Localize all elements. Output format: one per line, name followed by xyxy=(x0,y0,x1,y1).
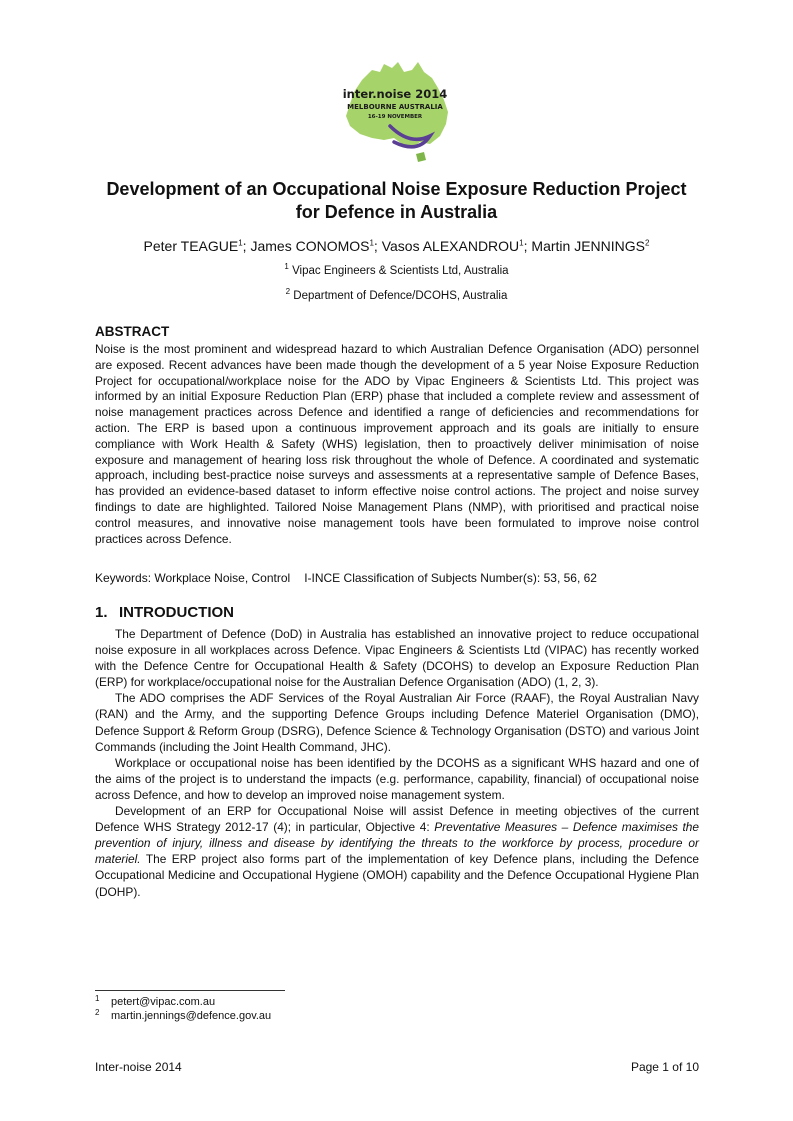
author: Vasos ALEXANDROU$^1$; xyxy=(381,238,532,254)
classification-text: I-INCE Classification of Subjects Number(s): 53, 56, 62 xyxy=(304,571,597,585)
paragraph: The Department of Defence (DoD) in Australia has established an innovative project to reduce occupational noise exposure in all workplaces across Defence. Vipac Engineers & Scientists Ltd (VIPAC) has recently worked with the Defence Centre for Occupational Health & Safety (DCOHS) to develop an Exposure Reduction Plan (ERP) for workplace/occupational noise for the Australian Defence Organisation (ADO) (1, 2, 3). xyxy=(95,627,699,690)
affiliation-1: $^1$ Vipac Engineers & Scientists Ltd, Australia xyxy=(284,262,509,277)
author: Peter TEAGUE$^1$; xyxy=(143,238,251,254)
section-heading-introduction: 1. INTRODUCTION xyxy=(95,604,234,621)
abstract-heading: ABSTRACT xyxy=(95,324,170,339)
abstract-text: Noise is the most prominent and widespread hazard to which Australian Defence Organisation (ADO) personnel are exposed. Recent advances have been made though the development of a 5 year Noise Exposure Reduction Project for occupational/workplace noise for the ADO by Vipac Engineers & Scientists Ltd. This project was informed by an initial Exposure Reduction Plan (ERP) phase that included a complete review and assessment of noise management practices across Defence and identified a range of deficiencies and recommendations for action. The ERP is based upon a continuous improvement approach and its goals are initially to ensure compliance with Work Health & Safety (WHS) legislation, then to proactively deliver minimisation of noise exposure and management of hearing loss risk throughout the whole of Defence. A coordinated and systematic approach, including best-practice noise surveys and assessments at a representative sample of Defence Bases, has provided an evidence-based dataset to inform effective noise control actions. The project and noise survey findings to date are highlighted. Tailored Noise Management Plans (NMP), with prioritised and practical noise control measures, and innovative noise management tools have been formulated to improve noise control practices across Defence. xyxy=(95,342,699,546)
keywords-line xyxy=(95,571,699,585)
title-line1: Development of an Occupational Noise Exposure Reduction Project xyxy=(106,179,687,199)
paper-title xyxy=(60,178,733,224)
paragraph: Development of an ERP for Occupational Noise will assist Defence in meeting objectives of the current Defence WHS Strategy 2012-17 (4); in particular, Objective 4: Preventative Measures – Defence maximises the prevention of injury, illness and disease by identifying the threats to the workforce by process, procedure or materiel. The ERP project also forms part of the implementation of key Defence plans, including the Defence Occupational Medicine and Occupational Hygiene (OMOH) capability and the Defence Occupational Hygiene Plan (DOHP). xyxy=(95,804,699,899)
author: Martin JENNINGS$^2$ xyxy=(531,238,650,254)
footnote-email[interactable]: petert@vipac.com.au xyxy=(111,996,216,1008)
author-list xyxy=(60,238,733,254)
paragraph: The ADO comprises the ADF Services of the Royal Australian Air Force (RAAF), the Royal Australian Navy (RAN) and the Army, and the supporting Defence Groups including Defence Materiel Organisation (DMO), Defence Support & Reform Group (DSRG), Defence Science & Technology Organisation (DSTO) and various Joint Commands (including the Joint Health Command, JHC). xyxy=(95,691,699,754)
paragraph: Workplace or occupational noise has been identified by the DCOHS as a significant WHS hazard and one of the aims of the project is to understand the impacts (e.g. performance, capability, financial) of occupational noise across Defence, and how to develop an improved noise management system. xyxy=(95,755,699,802)
objective-quote: Preventative Measures – Defence maximises the prevention of injury, illness and disease by identifying the threats to the workforce by process, procedure or materiel. xyxy=(95,820,699,867)
title-line2: for Defence in Australia xyxy=(295,202,498,222)
tasmania-shape xyxy=(416,152,426,162)
logo-line2: MELBOURNE AUSTRALIA xyxy=(347,103,443,111)
introduction-body xyxy=(95,626,699,900)
logo-line3: 16-19 NOVEMBER xyxy=(367,114,423,120)
footnote-item: $^2$ martin.jennings@defence.gov.au xyxy=(95,1008,272,1022)
footnotes xyxy=(95,995,271,1023)
keywords-label: Keywords: Workplace Noise, Control xyxy=(95,571,291,585)
footnote-divider xyxy=(95,990,285,991)
logo-line1: inter.noise 2014 xyxy=(342,87,448,101)
author: James CONOMOS$^1$; xyxy=(250,238,382,254)
affiliation-2: $^2$ Department of Defence/DCOHS, Australia xyxy=(285,287,508,302)
footnote-item: $^1$ petert@vipac.com.au xyxy=(95,994,216,1008)
footer-page-number: Page 1 of 10 xyxy=(630,1060,699,1074)
footer-conference: Inter-noise 2014 xyxy=(95,1060,182,1074)
conference-logo xyxy=(332,58,458,168)
footnote-email[interactable]: martin.jennings@defence.gov.au xyxy=(111,1010,272,1022)
